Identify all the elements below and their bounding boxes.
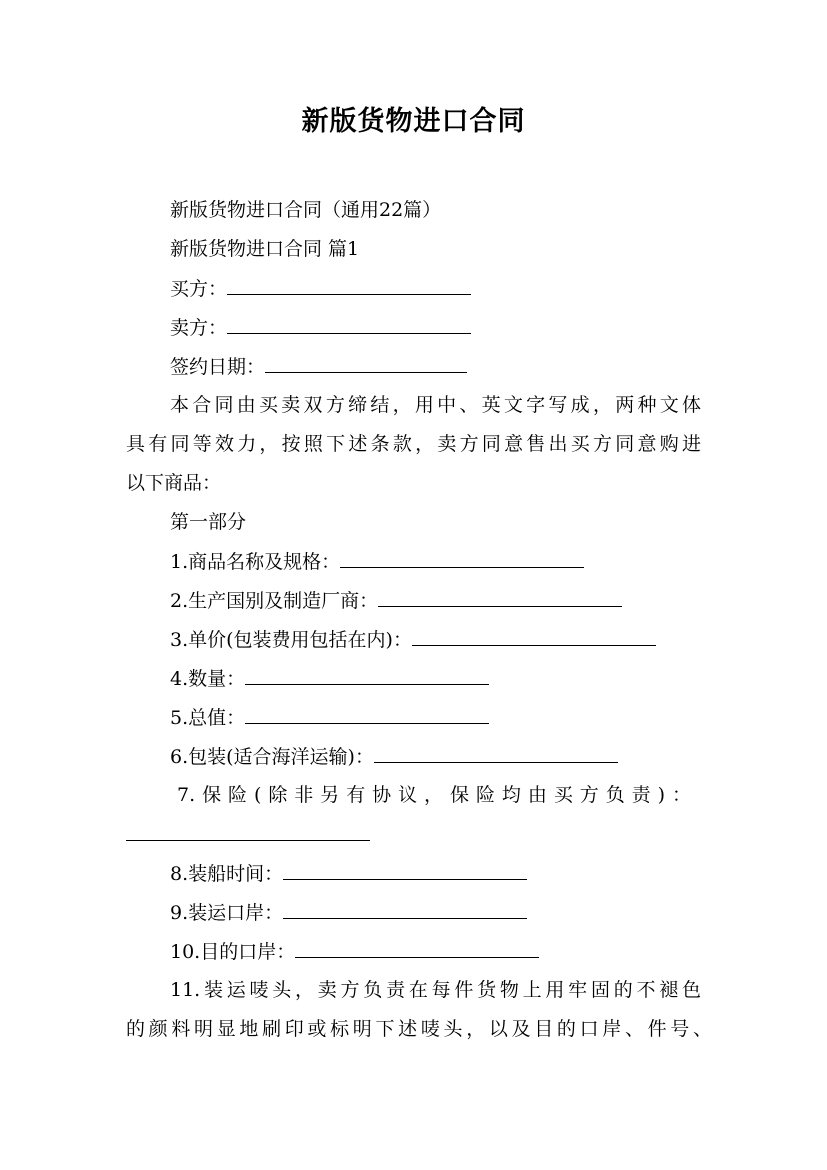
seller-blank-line	[227, 315, 471, 334]
item-shipping-marks-line-1: 11.装运唛头，卖方负责在每件货物上用牢固的不褪色	[170, 979, 701, 1001]
item-shipping-marks-line-2: 的颜料明显地刷印或标明下述唛头，以及目的口岸、件号、	[126, 1018, 712, 1040]
item-destination-port-blank-line	[295, 939, 539, 958]
item-destination-port	[170, 939, 539, 964]
item-packing-label: 6.包装(适合海洋运输)：	[170, 746, 374, 768]
buyer-label: 买方：	[170, 278, 228, 300]
document-subtitle: 新版货物进口合同（通用22篇）	[170, 199, 442, 221]
seller-field	[170, 315, 471, 340]
intro-paragraph-line-1: 本合同由买卖双方缔结，用中、英文字写成，两种文体	[170, 394, 701, 416]
section-heading: 新版货物进口合同 篇1	[170, 238, 360, 260]
item-shipment-time-blank-line	[283, 861, 527, 880]
intro-paragraph-line-3: 以下商品：	[126, 472, 222, 494]
item-total-value-blank-line	[245, 705, 489, 724]
item-unit-price	[170, 627, 656, 652]
sign-date-label: 签约日期：	[170, 356, 266, 378]
item-product-name-blank-line	[340, 549, 584, 568]
item-unit-price-label: 3.单价(包装费用包括在内)：	[170, 629, 412, 651]
intro-paragraph-line-2: 具有同等效力，按照下述条款，卖方同意售出买方同意购进	[126, 433, 701, 455]
buyer-field	[170, 276, 471, 301]
item-product-name	[170, 549, 584, 574]
item-insurance-field	[126, 822, 370, 847]
document-title: 新版货物进口合同	[301, 106, 526, 137]
item-quantity	[170, 666, 489, 691]
item-total-value	[170, 705, 489, 730]
item-origin-manufacturer-blank-line	[378, 588, 622, 607]
item-origin-manufacturer-label: 2.生产国别及制造厂商：	[170, 590, 379, 612]
item-quantity-blank-line	[245, 666, 489, 685]
part-one-heading: 第一部分	[170, 511, 247, 533]
item-insurance-label: 7.保险(除非另有协议，保险均由买方负责)：	[177, 784, 691, 806]
sign-date-field	[170, 354, 467, 379]
sign-date-blank-line	[265, 354, 467, 373]
item-origin-manufacturer	[170, 588, 622, 613]
item-product-name-label: 1.商品名称及规格：	[170, 551, 341, 573]
item-insurance-blank-line	[126, 822, 370, 841]
item-quantity-label: 4.数量：	[170, 668, 246, 690]
item-total-value-label: 5.总值：	[170, 707, 246, 729]
item-packing	[170, 744, 618, 769]
item-destination-port-label: 10.目的口岸：	[170, 941, 296, 963]
item-loading-port-label: 9.装运口岸：	[170, 902, 284, 924]
item-unit-price-blank-line	[412, 627, 656, 646]
item-loading-port	[170, 900, 527, 925]
item-loading-port-blank-line	[283, 900, 527, 919]
item-shipment-time	[170, 861, 527, 886]
item-shipment-time-label: 8.装船时间：	[170, 863, 284, 885]
seller-label: 卖方：	[170, 317, 228, 339]
buyer-blank-line	[227, 276, 471, 295]
item-packing-blank-line	[374, 744, 618, 763]
